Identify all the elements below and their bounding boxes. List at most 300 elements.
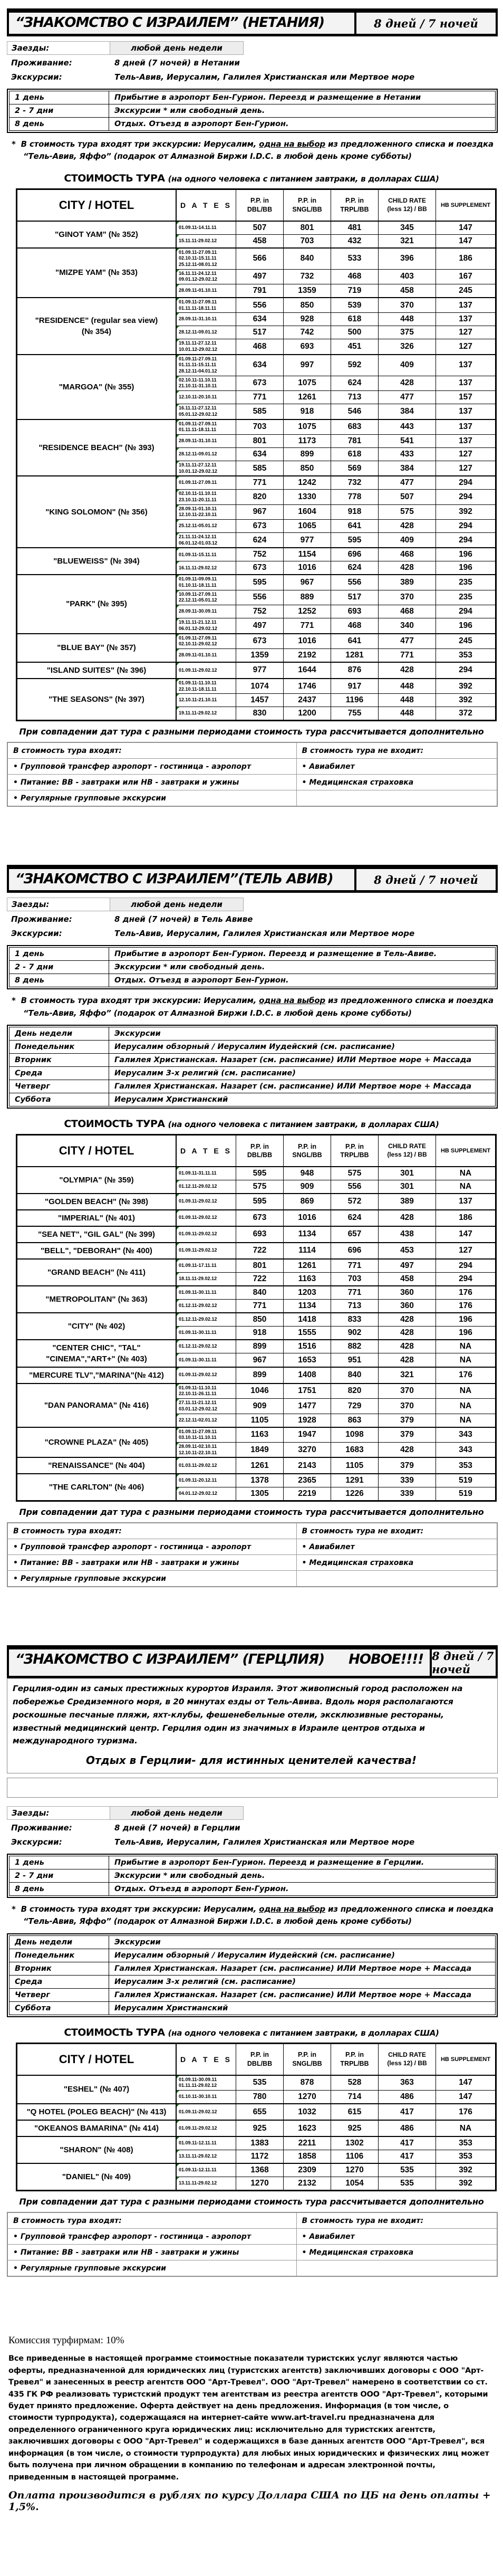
note-text-end: из предложенного списка и поездка “Тель-Авив, Яффо” (подарок от Алмазной Биржи I.D.C. в любой день кроме субботы) xyxy=(23,996,494,1018)
header-line: TRPL/BB xyxy=(340,1151,369,1159)
hotel-name-cell xyxy=(17,2163,177,2191)
price-title-sub: (на одного человека с питанием завтраки, в долларах США) xyxy=(168,1119,439,1129)
tour-info xyxy=(7,898,503,940)
commission-note: Комиссия турфирмам: 10% xyxy=(8,2335,124,2346)
price-cell: 137 xyxy=(436,1194,496,1210)
date-cell xyxy=(176,284,236,298)
price-cell: 771 xyxy=(236,391,284,404)
date-range: 22.12.11-02.01.12 xyxy=(179,1417,217,1423)
price-cell: 468 xyxy=(331,618,379,634)
info-row-excursions xyxy=(7,927,503,940)
hotel-name-line: "IMPERIAL" (№ 401) xyxy=(58,1213,135,1223)
itinerary-description: Прибытие в аэропорт Бен-Гурион. Переезд и размещение в Нетании xyxy=(109,91,496,104)
itinerary-day: 2 - 7 дни xyxy=(9,961,109,974)
price-cell: 830 xyxy=(236,707,284,721)
hotel-name-line: "BLUE BAY" (№ 357) xyxy=(57,643,136,653)
price-cell: 497 xyxy=(379,1259,436,1273)
hotel-name-cell xyxy=(17,355,177,419)
price-cell: 1074 xyxy=(236,679,284,694)
weekday-row xyxy=(9,1988,496,2001)
header-line: DBL/BB xyxy=(247,205,273,213)
price-cell: 428 xyxy=(379,1210,436,1226)
excludes-title: В стоимость тура не входит: xyxy=(296,1523,497,1539)
price-cell: 575 xyxy=(379,504,436,519)
price-cell: 403 xyxy=(379,269,436,284)
hotel-name-cell xyxy=(17,1226,177,1243)
price-cell: 409 xyxy=(379,533,436,548)
price-cell: 458 xyxy=(236,234,284,248)
includes-item: • Групповой трансфер аэропорт - гостиница - аэропорт xyxy=(8,2229,297,2245)
price-cell: NA xyxy=(436,1340,496,1353)
weekday-name: Среда xyxy=(9,1066,109,1080)
price-cell: 127 xyxy=(436,447,496,461)
date-cell xyxy=(176,234,236,248)
price-cell: 137 xyxy=(436,376,496,390)
hotel-name-cell xyxy=(17,634,177,662)
excursions-value: Тель-Авив, Иерусалим, Галилея Христианская или Мертвое море xyxy=(114,1837,415,1847)
price-cell: 556 xyxy=(331,1180,379,1194)
price-cell: 294 xyxy=(436,662,496,679)
price-row xyxy=(17,1474,496,1487)
price-cell: 850 xyxy=(236,1313,284,1327)
price-cell: NA xyxy=(436,1180,496,1194)
stay-label: Проживание: xyxy=(11,1823,72,1833)
itinerary-row xyxy=(9,1883,496,1896)
hotel-name-cell xyxy=(17,476,177,548)
price-cell: 370 xyxy=(379,590,436,605)
price-header-row xyxy=(17,1134,496,1167)
hotel-name-cell xyxy=(17,2104,177,2120)
weekday-excursion: Галилея Христианская. Назарет (см. расписание) ИЛИ Мертвое море + Массада xyxy=(109,1053,496,1066)
price-cell: 595 xyxy=(236,1167,284,1180)
column-header xyxy=(236,2043,284,2075)
excludes-item: • Медицинская страховка xyxy=(296,2245,497,2260)
price-cell: 517 xyxy=(236,326,284,339)
price-cell: 1849 xyxy=(236,1442,284,1457)
price-cell: 1203 xyxy=(284,1286,331,1300)
date-range: 13.11.11-29.02.12 xyxy=(179,2153,217,2159)
tour-info xyxy=(7,1806,503,1848)
itinerary-table xyxy=(7,1854,498,1898)
price-cell: 428 xyxy=(379,1442,436,1457)
resort-description: Герцлия-один из самых престижных курортов Израиля. Этот живописный город расположен на побережье Средиземного моря, в 20 минутах езды от Тель-Авива. Вдоль моря располагаются роскошные песчаные пляжи, яхт-клубы, фешенебельные отели, эксклюзивные рестораны, известный медицинский центр. Герцлия один из значимых в Израиле центров отдыха и международного туризма. xyxy=(13,1684,463,1746)
price-cell: 1163 xyxy=(236,1427,284,1443)
price-cell: 1106 xyxy=(331,2150,379,2164)
header-line: P.P. in xyxy=(250,1142,269,1150)
date-cell xyxy=(176,1442,236,1457)
hotel-name-line: "CINEMA","ART+" (№ 403) xyxy=(46,1354,147,1363)
price-cell: NA xyxy=(436,2120,496,2136)
price-cell: 127 xyxy=(436,326,496,339)
weekday-name: Понедельник xyxy=(9,1949,109,1962)
header-line: CITY / HOTEL xyxy=(59,198,134,212)
price-cell: 781 xyxy=(331,434,379,447)
price-cell: 507 xyxy=(379,490,436,504)
date-range: 28.12.11-09.01.12 xyxy=(179,329,217,335)
price-cell: 379 xyxy=(379,1427,436,1443)
price-cell: 840 xyxy=(236,1286,284,1300)
date-cell xyxy=(176,634,236,649)
date-range: 01.09.11-27.09.11 xyxy=(179,480,217,485)
column-header xyxy=(436,2043,496,2075)
price-cell: 360 xyxy=(379,1286,436,1300)
price-row xyxy=(17,419,496,435)
date-range: 01.09.11-27.09.11 xyxy=(179,299,217,304)
price-cell: 147 xyxy=(436,234,496,248)
date-cell xyxy=(176,679,236,694)
price-cell: NA xyxy=(436,1399,496,1414)
header-line: SNGL/BB xyxy=(292,2059,322,2067)
date-cell xyxy=(176,1167,236,1180)
includes-row xyxy=(8,2260,497,2276)
price-cell: NA xyxy=(436,1384,496,1399)
price-cell: 696 xyxy=(331,548,379,561)
date-cell xyxy=(176,504,236,519)
hotel-name-line: "MARGOA" (№ 355) xyxy=(59,382,134,392)
price-cell: 1261 xyxy=(236,1457,284,1474)
arrivals-value: любой день недели xyxy=(110,1806,244,1820)
date-cell xyxy=(176,1180,236,1194)
price-cell: 2219 xyxy=(284,1487,331,1501)
itinerary-day: 2 - 7 дни xyxy=(9,104,109,118)
date-range: 15.11.11-29.02.12 xyxy=(179,237,217,243)
price-cell: 673 xyxy=(236,520,284,533)
price-cell: 925 xyxy=(331,2120,379,2136)
date-range: 01.12.11-29.02.12 xyxy=(179,1316,217,1322)
date-range: 01.09.11-29.02.12 xyxy=(179,2108,217,2114)
weekday-name: Четверг xyxy=(9,1988,109,2001)
itinerary-description: Экскурсии * или свободный день. xyxy=(109,1869,496,1883)
info-row-arrivals xyxy=(7,41,503,55)
price-cell: 340 xyxy=(379,618,436,634)
price-cell: 556 xyxy=(236,590,284,605)
price-title-sub: (на одного человека с питанием завтраки, в долларах США) xyxy=(168,174,439,184)
page-title xyxy=(9,1649,430,1676)
price-cell: 147 xyxy=(436,2091,496,2104)
price-row xyxy=(17,1226,496,1243)
date-range: 01.09.11-27.09.11 xyxy=(179,421,217,426)
header-line: P.P. in xyxy=(298,2051,316,2059)
price-cell: 370 xyxy=(379,298,436,313)
includes-header-row xyxy=(8,2213,497,2229)
price-row xyxy=(17,662,496,679)
asterisk: * xyxy=(12,1904,16,1914)
note-underlined-text: одна на выбор xyxy=(259,139,325,149)
price-row xyxy=(17,2120,496,2136)
price-cell: 714 xyxy=(331,2091,379,2104)
price-cell: 477 xyxy=(379,391,436,404)
price-cell: 909 xyxy=(236,1399,284,1414)
weekday-excursions-table xyxy=(7,1933,498,2017)
header-line: P.P. in xyxy=(298,197,316,205)
hotel-name-line: "OKEANOS BAMARINA" (№ 414) xyxy=(34,2124,159,2133)
hotel-name-line: "DAN PANORAMA" (№ 416) xyxy=(44,1400,149,1410)
price-cell: 801 xyxy=(236,1259,284,1273)
excursions-value: Тель-Авив, Иерусалим, Галилея Христианская или Мертвое море xyxy=(114,72,415,82)
periods-note: При совпадении дат тура с разными периодами стоимость тура рассчитывается дополнительно xyxy=(19,1507,484,1518)
hotel-name-cell xyxy=(17,1194,177,1210)
weekday-name: День недели xyxy=(9,1935,109,1949)
price-cell: 379 xyxy=(379,1457,436,1474)
price-cell: 683 xyxy=(331,419,379,435)
itinerary-row xyxy=(9,91,496,104)
price-cell: 1046 xyxy=(236,1384,284,1399)
date-range: 01.09.11-29.02.12 xyxy=(179,1231,217,1237)
date-range: 21.11.11-24.12.11 xyxy=(179,534,217,539)
arrivals-label: Заезды: xyxy=(7,898,110,911)
price-row xyxy=(17,1243,496,1259)
weekday-name: Понедельник xyxy=(9,1040,109,1053)
price-cell: 1098 xyxy=(331,1427,379,1443)
hotel-name-cell xyxy=(17,1313,177,1340)
price-cell: 1105 xyxy=(331,1457,379,1474)
price-cell: 1105 xyxy=(236,1414,284,1427)
price-cell: 569 xyxy=(331,461,379,476)
price-cell: 176 xyxy=(436,2104,496,2120)
date-range: 12.10.11-22.10.11 xyxy=(179,1449,217,1455)
itinerary-row xyxy=(9,1856,496,1869)
price-cell: 370 xyxy=(379,1399,436,1414)
date-range: 01.09.11-29.02.12 xyxy=(179,667,217,673)
column-header xyxy=(379,189,436,221)
price-cell: 486 xyxy=(379,2091,436,2104)
price-cell: 535 xyxy=(379,2163,436,2177)
date-range: 01.09.11-30.11.11 xyxy=(179,1289,217,1295)
price-cell: 771 xyxy=(236,1299,284,1313)
price-cell: 1644 xyxy=(284,662,331,679)
date-range: 01.10.11-18.11.11 xyxy=(179,583,217,588)
new-badge: НОВОЕ!!!! xyxy=(349,1652,424,1668)
included-excursions-note xyxy=(12,1903,495,1928)
excursions-label: Экскурсии: xyxy=(11,929,62,939)
tour-title-bar xyxy=(7,865,498,892)
price-cell: 850 xyxy=(284,461,331,476)
excludes-item: • Авиабилет xyxy=(296,759,497,775)
hotel-name-line: "MIZPE YAM" (№ 353) xyxy=(55,268,138,278)
price-row xyxy=(17,1194,496,1210)
hotel-name-line: "KING SOLOMON" (№ 356) xyxy=(45,507,148,517)
price-cell: 477 xyxy=(379,634,436,649)
date-cell xyxy=(176,1299,236,1313)
date-cell xyxy=(176,2120,236,2136)
date-range: 16.11.11-27.12.11 xyxy=(179,405,217,411)
price-cell: 752 xyxy=(236,605,284,618)
price-cell: 458 xyxy=(379,284,436,298)
hotel-name-line: (№ 354) xyxy=(82,327,111,336)
includes-item: • Групповой трансфер аэропорт - гостиница - аэропорт xyxy=(8,759,297,775)
weekday-row xyxy=(9,1027,496,1040)
hotel-name-cell xyxy=(17,298,177,355)
price-cell: 641 xyxy=(331,634,379,649)
price-cell: 2365 xyxy=(284,1474,331,1487)
price-cell: 655 xyxy=(236,2104,284,2120)
date-cell xyxy=(176,355,236,376)
hotel-name-line: "RENAISSANCE" (№ 404) xyxy=(48,1461,145,1471)
price-cell: 624 xyxy=(331,376,379,390)
price-cell: 889 xyxy=(284,590,331,605)
price-row xyxy=(17,248,496,270)
page-title xyxy=(9,869,354,890)
price-cell: 575 xyxy=(331,1167,379,1180)
price-cell: 1252 xyxy=(284,605,331,618)
weekday-excursion: Экскурсии xyxy=(109,1935,496,1949)
hotel-name-line: "GOLDEN BEACH" (№ 398) xyxy=(45,1197,148,1206)
price-cell: 339 xyxy=(379,1487,436,1501)
header-line: DBL/BB xyxy=(247,1151,273,1159)
date-range: 02.10.11-11.10.11 xyxy=(179,491,217,497)
header-line: SNGL/BB xyxy=(292,1151,322,1159)
periods-note: При совпадении дат тура с разными периодами стоимость тура рассчитывается дополнительно xyxy=(19,2197,484,2207)
itinerary-day: 1 день xyxy=(9,1856,109,1869)
date-cell xyxy=(176,533,236,548)
weekday-row xyxy=(9,1040,496,1053)
weekday-row xyxy=(9,1962,496,1975)
hotel-name-cell xyxy=(17,1367,177,1384)
date-range: 28.09.11-31.10.11 xyxy=(179,316,217,322)
price-table-head xyxy=(17,2043,496,2075)
price-row xyxy=(17,1427,496,1443)
itinerary-description: Отдых. Отъезд в аэропорт Бен-Гурион. xyxy=(109,1883,496,1896)
price-row xyxy=(17,2136,496,2150)
date-range: 10.09.11-27.09.11 xyxy=(179,591,217,597)
price-cell: 1516 xyxy=(284,1340,331,1353)
price-cell: 618 xyxy=(331,447,379,461)
itinerary-row xyxy=(9,104,496,118)
stay-label: Проживание: xyxy=(11,914,72,924)
price-cell: 353 xyxy=(436,648,496,662)
column-header xyxy=(436,1134,496,1167)
hotel-name-cell xyxy=(17,662,177,679)
price-cell: 392 xyxy=(436,2177,496,2191)
date-cell xyxy=(176,404,236,419)
price-cell: 657 xyxy=(331,1226,379,1243)
price-cell: 127 xyxy=(436,461,496,476)
price-row xyxy=(17,1367,496,1384)
price-cell: 1270 xyxy=(284,2091,331,2104)
price-cell: 729 xyxy=(331,1399,379,1414)
price-cell: 294 xyxy=(436,1272,496,1286)
price-cell: 585 xyxy=(236,461,284,476)
date-range: 01.09.11-31.11.11 xyxy=(179,1170,217,1176)
price-cell: 458 xyxy=(379,1272,436,1286)
price-row xyxy=(17,1259,496,1273)
price-cell: 468 xyxy=(236,339,284,355)
weekday-name: Вторник xyxy=(9,1053,109,1066)
includes-title: В стоимость тура входят: xyxy=(8,743,297,759)
hotel-name-line: "Q HOTEL (POLEG BEACH)" (№ 413) xyxy=(26,2107,167,2117)
price-cell: 1418 xyxy=(284,1313,331,1327)
column-header xyxy=(284,2043,331,2075)
excursions-value: Тель-Авив, Иерусалим, Галилея Христианская или Мертвое море xyxy=(114,929,415,939)
excursions-label: Экскурсии: xyxy=(11,1837,62,1847)
price-row xyxy=(17,476,496,490)
hotel-name-line: "ESHEL" (№ 407) xyxy=(63,2085,130,2094)
price-row xyxy=(17,1384,496,1399)
weekday-name: Среда xyxy=(9,1975,109,1988)
hotel-name-cell xyxy=(17,1243,177,1259)
hotel-name-cell xyxy=(17,221,177,248)
price-cell: 1016 xyxy=(284,634,331,649)
date-range: 02.10.11-29.02.12 xyxy=(179,641,217,647)
price-row xyxy=(17,1340,496,1353)
price-cell: 245 xyxy=(436,634,496,649)
price-cell: 566 xyxy=(236,248,284,270)
info-row-excursions xyxy=(7,1836,503,1848)
date-cell xyxy=(176,1326,236,1340)
column-header xyxy=(236,189,284,221)
date-range: 01.12.11-29.02.12 xyxy=(179,1343,217,1349)
price-row xyxy=(17,2163,496,2177)
header-line: DBL/BB xyxy=(247,2059,273,2067)
price-cell: 967 xyxy=(236,1353,284,1367)
date-cell xyxy=(176,269,236,284)
stay-value: 8 дней (7 ночей) в Герцлии xyxy=(114,1823,240,1833)
payment-terms: Оплата производится в рублях по курсу Доллара США по ЦБ на день оплаты + 1,5%. xyxy=(8,2489,491,2513)
price-cell: 1281 xyxy=(331,648,379,662)
price-cell: 641 xyxy=(331,520,379,533)
info-row-excursions xyxy=(7,71,503,83)
date-range: 01.11.11-18.11.11 xyxy=(179,305,217,311)
price-cell: 196 xyxy=(436,1313,496,1327)
column-header xyxy=(379,1134,436,1167)
date-cell xyxy=(176,419,236,435)
price-cell: 535 xyxy=(236,2075,284,2091)
info-row-stay xyxy=(7,56,503,69)
price-cell: 634 xyxy=(236,355,284,376)
itinerary-day: 2 - 7 дни xyxy=(9,1869,109,1883)
price-cell: 1477 xyxy=(284,1399,331,1414)
date-range: 12.10.11-22.10.11 xyxy=(179,512,217,518)
tour-title-text: “ЗНАКОМСТВО С ИЗРАИЛЕМ” (ГЕРЦЛИЯ) xyxy=(15,1652,325,1668)
price-cell: 840 xyxy=(331,1367,379,1384)
price-cell: 186 xyxy=(436,248,496,270)
price-cell: 2309 xyxy=(284,2163,331,2177)
price-cell: 2132 xyxy=(284,2177,331,2191)
date-cell xyxy=(176,1286,236,1300)
price-cell: 370 xyxy=(379,1384,436,1399)
price-cell: 595 xyxy=(236,575,284,590)
date-range: 25.12.11-08.01.12 xyxy=(179,261,217,267)
hotel-name-line: "OLYMPIA" (№ 359) xyxy=(59,1175,134,1185)
price-cell: 1359 xyxy=(236,648,284,662)
price-cell: 899 xyxy=(284,447,331,461)
price-cell: 1134 xyxy=(284,1299,331,1313)
date-cell xyxy=(176,648,236,662)
weekday-excursions-table xyxy=(7,1025,498,1109)
info-row-arrivals xyxy=(7,898,503,911)
price-cell: 1226 xyxy=(331,1487,379,1501)
price-cell: 389 xyxy=(379,575,436,590)
hotel-name-line: "BLUEWEISS" (№ 394) xyxy=(53,557,140,566)
price-cell: 1302 xyxy=(331,2136,379,2150)
price-cell: 468 xyxy=(379,605,436,618)
price-cell: 673 xyxy=(236,561,284,575)
weekday-row xyxy=(9,1949,496,1962)
date-range: 16.11.11-24.12.11 xyxy=(179,270,217,276)
price-cell: 618 xyxy=(331,313,379,326)
weekday-excursion: Иерусалим обзорный / Иерусалим Иудейский (см. расписание) xyxy=(109,1040,496,1053)
date-cell xyxy=(176,2091,236,2104)
price-row xyxy=(17,355,496,376)
price-cell: 147 xyxy=(436,221,496,235)
date-range: 01.09.11-29.02.12 xyxy=(179,1198,217,1204)
date-range: 25.12.11-05.01.12 xyxy=(179,523,217,529)
price-cell: 925 xyxy=(236,2120,284,2136)
price-cell: NA xyxy=(436,1167,496,1180)
header-line: (less 12) / BB xyxy=(387,2059,427,2067)
date-range: 01.11.11-15.11.11 xyxy=(179,362,217,368)
price-cell: 693 xyxy=(284,339,331,355)
